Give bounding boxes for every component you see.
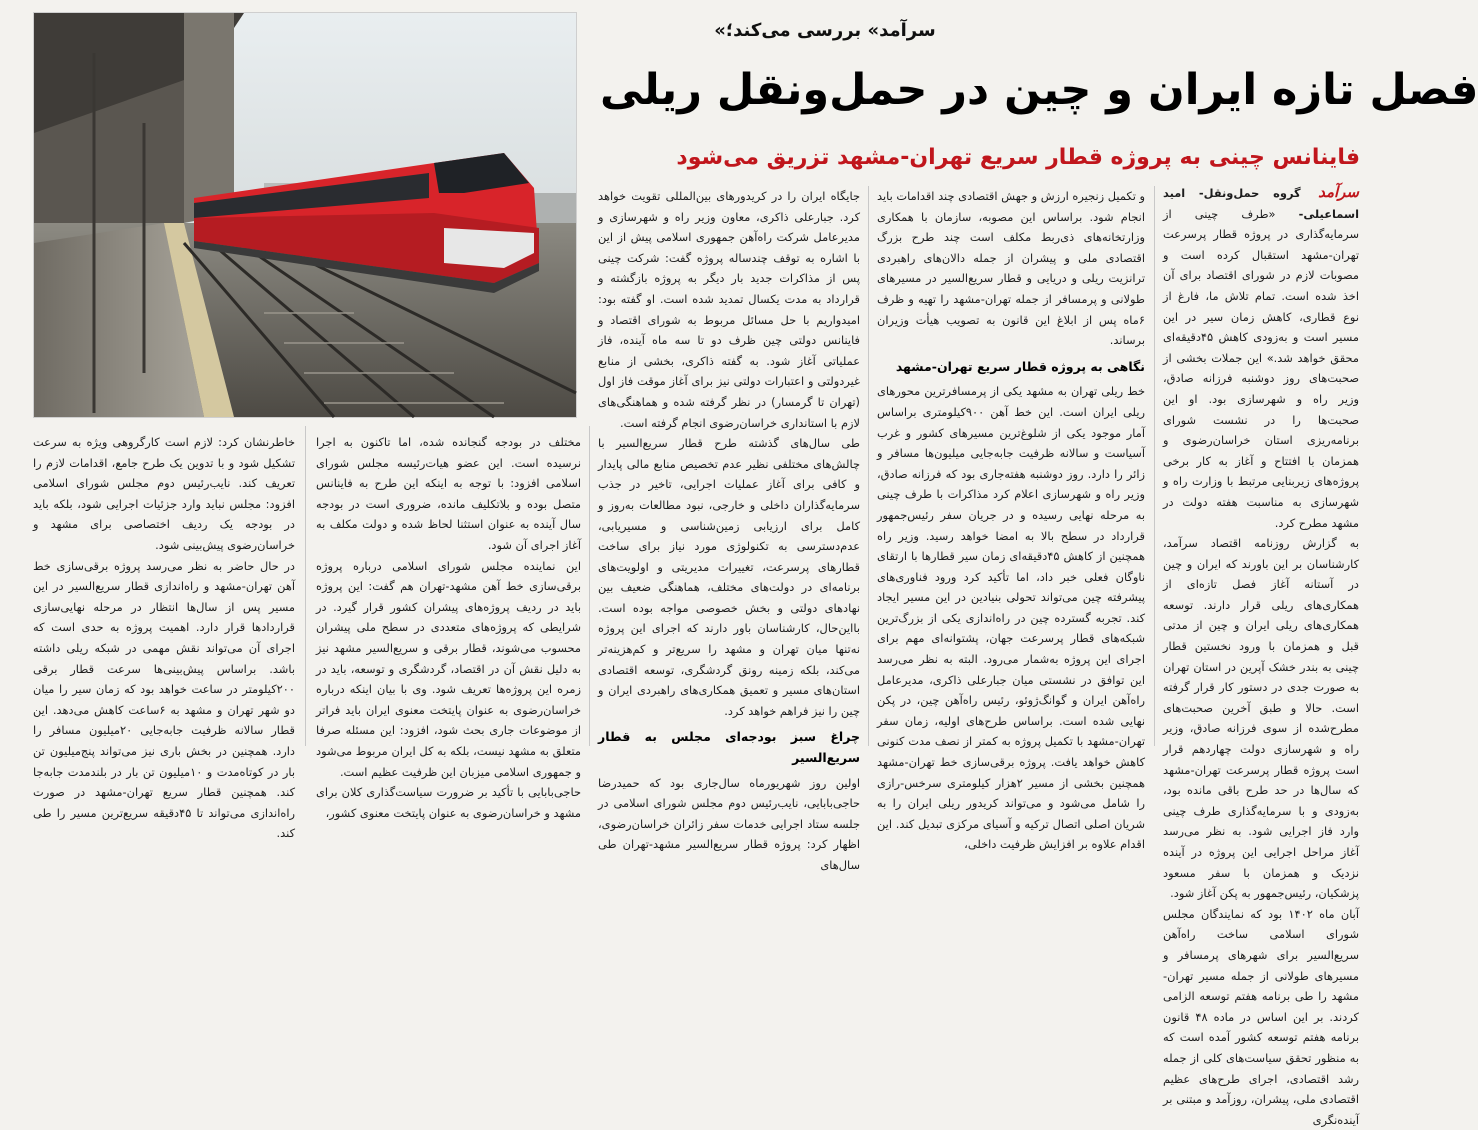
column-divider	[1154, 186, 1155, 746]
train-image	[34, 13, 576, 417]
column-4	[316, 432, 581, 820]
column-paragraph: جایگاه ایران را در کریدورهای بین‌المللی تقویت خواهد کرد. جبارعلی ذاکری، معاون وزیر راه و شهرسازی و مدیرعامل شرکت راه‌آهن جمهوری اسلامی پیش از این با اشاره به توقف چندساله پروژه گفت: شرکت چینی پس از مذاکرات جدید بار دیگر به پروژه بازگشته و قرارداد به مدت یکسال تمدید شده است. او گفته بود: امیدواریم با حل مسائل مربوط به شورای اقتصاد و فاینانس دولتی چین ظرف دو تا سه ماه آینده، فاز عملیاتی آغاز شود. به گفته ذاکری، بخشی از منابع غیردولتی و اعتبارات دولتی نیز برای آغاز موقت فاز اول (تهران تا گرمسار) در نظر گرفته شده و هماهنگی‌های لازم با استانداری خراسان‌رضوی انجام گرفته است.	[598, 189, 860, 430]
column-1	[1163, 182, 1360, 1127]
column-paragraph: این نماینده مجلس شورای اسلامی درباره پروژه برقی‌سازی خط آهن مشهد-تهران هم گفت: این پروژه باید در ردیف پروژه‌های پیشران کشور قرار گیرد. در شرایطی که پروژه‌های متعددی در سطح ملی پیشران محسوب می‌شوند، قطار برقی و سریع‌السیر مشهد نیز به دلیل نقش آن در اقتصاد، گردشگری و توسعه، باید در زمره این پروژه‌ها تعریف شود. وی با بیان اینکه درباره خراسان‌رضوی به عنوان پایتخت معنوی ایران باید فراتر از موضوعات جاری بحث شود، افزود: این مسئله صرفا متعلق به مشهد نیست، بلکه به کل ایران مربوط می‌شود و جمهوری اسلامی میزبان این ظرفیت عظیم است.	[316, 558, 581, 779]
column-paragraph: اولین روز شهریورماه سال‌جاری بود که حمیدرضا حاجی‌بابایی، نایب‌رئیس دوم مجلس شورای اسلامی در جلسه ستاد اجرایی خدمات سفر زائران خراسان‌رضوی، اظهار کرد: پروژه قطار سریع‌السیر مشهد-تهران طی سال‌های	[598, 775, 860, 872]
section-heading: چراغ سبز بودجه‌ای مجلس به قطار سریع‌السیر	[598, 729, 860, 766]
publication-logo: سرآمد	[1318, 183, 1359, 201]
subheadline: فاینانس چینی به پروژه قطار سریع تهران-مشهد تزریق می‌شود	[676, 145, 1360, 170]
section-heading: نگاهی به پروژه قطار سریع تهران-مشهد	[895, 358, 1145, 374]
column-2	[877, 186, 1145, 852]
column-divider	[589, 426, 590, 746]
column-5	[33, 432, 295, 841]
headline: فصل تازه ایران و چین در حمل‌ونقل ریلی	[600, 65, 1478, 115]
column-paragraph: خاطرنشان کرد: لازم است کارگروهی ویژه به سرعت تشکیل شود و با تدوین یک طرح جامع، اقدامات لازم را تعریف کند. نایب‌رئیس دوم مجلس شورای اسلامی افزود: مجلس نباید وارد جزئیات اجرایی شود، بلکه باید در بودجه یک ردیف اختصاصی برای مشهد و خراسان‌رضوی پیش‌بینی شود.	[33, 435, 295, 552]
column-paragraph: مختلف در بودجه گنجانده شده، اما تاکنون به اجرا نرسیده است. این عضو هیات‌رئیسه مجلس شورای اسلامی افزود: با توجه به اینکه این طرح به فاینانس متصل بوده و بلاتکلیف مانده، ضروری است در بودجه سال آینده به عنوان استثنا لحاظ شده و دولت مکلف به آغاز اجرای آن شود.	[316, 435, 581, 552]
column-paragraph: به گزارش روزنامه اقتصاد سرآمد، کارشناسان بر این باورند که ایران و چین در آستانه آغاز فصل تازه‌ای از همکاری‌های ریلی قرار دارند. توسعه همکاری‌های ریلی ایران و چین از مدتی قبل و همزمان با ورود نخستین قطار چینی به بندر خشک آپرین در استان تهران به صورت جدی در دستور کار قرار گرفته است. حالا و طبق آخرین صحبت‌های مطرح‌شده از سوی فرزانه صادق، وزیر راه و شهرسازی دولت چهاردهم قرار است پروژه قطار پرسرعت تهران-مشهد که سال‌ها در حد طرح باقی مانده بود، به‌زودی و با سرمایه‌گذاری طرف چینی وارد فاز اجرایی شود. به نظر می‌رسد آغاز مراحل اجرایی این پروژه در آینده نزدیک و همزمان با سفر مسعود پزشکیان، رئیس‌جمهور به پکن آغاز شود.	[1163, 536, 1359, 901]
column-divider	[868, 186, 869, 746]
byline: گروه حمل‌ونقل- امید اسماعیلی-	[1163, 186, 1360, 221]
column-paragraph: خط ریلی تهران به مشهد یکی از پرمسافرترین محورهای ریلی ایران است. این خط آهن ۹۰۰کیلومتری براساس آمار موجود یکی از شلوغ‌ترین مسیرهای کشور و غرب آسیاست و سالانه ظرفیت جابه‌جایی میلیون‌ها مسافر و زائر را دارد. روز دوشنبه هفته‌جاری بود که فرزانه صادق، وزیر راه و شهرسازی اعلام کرد مذاکرات با طرف چینی به مرحله نهایی رسیده و در جریان سفر رئیس‌جمهور قرارداد در سطح بالا به امضا خواهد رسید. وزیر راه همچنین از کاهش ۴۵دقیقه‌ای زمان سیر قطارها با ارتقای ناوگان فعلی خبر داد، اما تأکید کرد ورود فناوری‌های پیشرفته چین می‌تواند تحولی بنیادین در این مسیر ایجاد کند. تجربه گسترده چین در راه‌اندازی یکی از بزرگ‌ترین شبکه‌های قطار پرسرعت جهان، پشتوانه‌ای مهم برای اجرای این پروژه به‌شمار می‌رود. البته به نظر می‌رسد این توافق در نشستی میان جبارعلی ذاکری، مدیرعامل راه‌آهن ایران و گوانگ‌ژوئو، رئیس راه‌آهن چین، در پکن نهایی شده است. براساس طرح‌های اولیه، زمان سفر تهران-مشهد با تکمیل پروژه به کمتر از نصف مدت کنونی کاهش خواهد یافت. پروژه برقی‌سازی خط تهران-مشهد همچنین بخشی از مسیر ۲هزار کیلومتری سرخس-رازی را شامل می‌شود و می‌تواند کریدور ریلی ایران را به شریان اصلی اتصال ترکیه و آسیای مرکزی تبدیل کند. این اقدام علاوه بر افزایش ظرفیت داخلی،	[877, 384, 1145, 852]
kicker: «سرآمد» بررسی می‌کند؛	[714, 20, 936, 41]
column-paragraph	[1163, 182, 1359, 533]
paragraph-text: «طرف چینی از سرمایه‌گذاری در پروژه قطار پرسرعت تهران-مشهد استقبال کرده است و مصوبات لازم در شورای اقتصاد برای آن اخذ شده است. تمام تلاش ما، فارغ از نوع قطاری، کاهش زمان سیر در این مسیر است و به‌زودی کاهش ۴۵دقیقه‌ای محقق خواهد شد.» این جملات بخشی از صحبت‌های روز دوشنبه فرزانه صادق، وزیر راه و شهرسازی بود. او این صحبت‌ها را در نشست شورای برنامه‌ریزی استان خراسان‌رضوی و همزمان با افتتاح و آغاز به کار برخی پروژه‌های زیربنایی مرتبط با وزارت راه و شهرسازی به مناسبت هفته دولت در مشهد مطرح کرد.	[1163, 206, 1359, 530]
column-3	[598, 186, 860, 872]
column-paragraph: و تکمیل زنجیره ارزش و جهش اقتصادی چند اقدامات باید انجام شود. براساس این مصوبه، سازمان با همکاری وزارتخانه‌های ذی‌ربط مکلف است چند طرح بزرگ اقتصادی ملی و پیشران از جمله دالان‌های راهبردی ترانزیت ریلی و دریایی و قطار سریع‌السیر در مسیرهای طولانی و پرمسافر از جمله تهران-مشهد را تهیه و ظرف ۶ماه پس از ابلاغ این قانون به تصویب هیأت وزیران برساند.	[877, 189, 1145, 348]
column-divider	[305, 426, 306, 746]
train-photo	[33, 12, 577, 418]
column-paragraph: در حال حاضر به نظر می‌رسد پروژه برقی‌سازی خط آهن تهران-مشهد و راه‌اندازی قطار سریع‌السیر در این مسیر پس از سال‌ها انتظار در مرحله نهایی‌سازی قراردادها قرار دارد. اهمیت پروژه به حدی است که اجرای آن می‌تواند نقش مهمی در شبکه ریلی داشته باشد. براساس پیش‌بینی‌ها سرعت قطار برقی ۲۰۰کیلومتر در ساعت خواهد بود که زمان سیر را میان دو شهر تهران و مشهد به ۶ساعت کاهش می‌دهد. این قطار سالانه ظرفیت جابه‌جایی ۲۰میلیون مسافر را دارد. همچنین در بخش باری نیز می‌تواند پنج‌میلیون تن بار در کوتاه‌مدت و ۱۰میلیون تن بار در بلندمدت جابه‌جا کند. همچنین قطار سریع تهران-مشهد در صورت راه‌اندازی می‌تواند تا ۴۵دقیقه سریع‌ترین مسیر را طی کند.	[33, 558, 295, 841]
column-paragraph: طی سال‌های گذشته طرح قطار سریع‌السیر با چالش‌های مختلفی نظیر عدم تخصیص منابع مالی پایدار و کافی برای آغاز عملیات اجرایی، تاخیر در جذب سرمایه‌گذاران داخلی و خارجی، نبود مطالعات به‌روز و کامل برای ارزیابی زمین‌شناسی و مسیریابی، عدم‌دسترسی به تکنولوژی مورد نیاز برای ساخت قطارهای پرسرعت، تغییرات مدیریتی و اولویت‌های برنامه‌ای در دولت‌های مختلف، هماهنگی ضعیف بین نهادهای دولتی و بخش خصوصی مواجه بوده است. با‌این‌حال، کارشناسان باور دارند که اجرای این پروژه نه‌تنها میان تهران و مشهد را سریع‌تر و کم‌هزینه‌تر می‌کند، بلکه زمینه رونق گردشگری، توسعه اقتصادی استان‌های مسیر و تعمیق همکاری‌های راهبردی ایران و چین را نیز فراهم خواهد کرد.	[598, 436, 860, 718]
column-paragraph: آبان ماه ۱۴۰۲ بود که نمایندگان مجلس شورای اسلامی ساخت راه‌آهن سریع‌السیر برای شهرهای پرمسافر و مسیرهای طولانی از جمله مسیر تهران-مشهد را طی برنامه هفتم توسعه الزامی کردند. بر این اساس در ماده ۴۸ قانون برنامه هفتم توسعه کشور آمده است که به منظور تحقق سیاست‌های کلی از جمله رشد اقتصادی، اجرای طرح‌های عظیم اقتصادی ملی، پیشران، روزآمد و مبتنی بر آینده‌نگری	[1163, 906, 1359, 1127]
column-paragraph: حاجی‌بابایی با تأکید بر ضرورت سیاست‌گذاری کلان برای مشهد و خراسان‌رضوی به عنوان پایتخت معنوی کشور،	[316, 785, 581, 820]
